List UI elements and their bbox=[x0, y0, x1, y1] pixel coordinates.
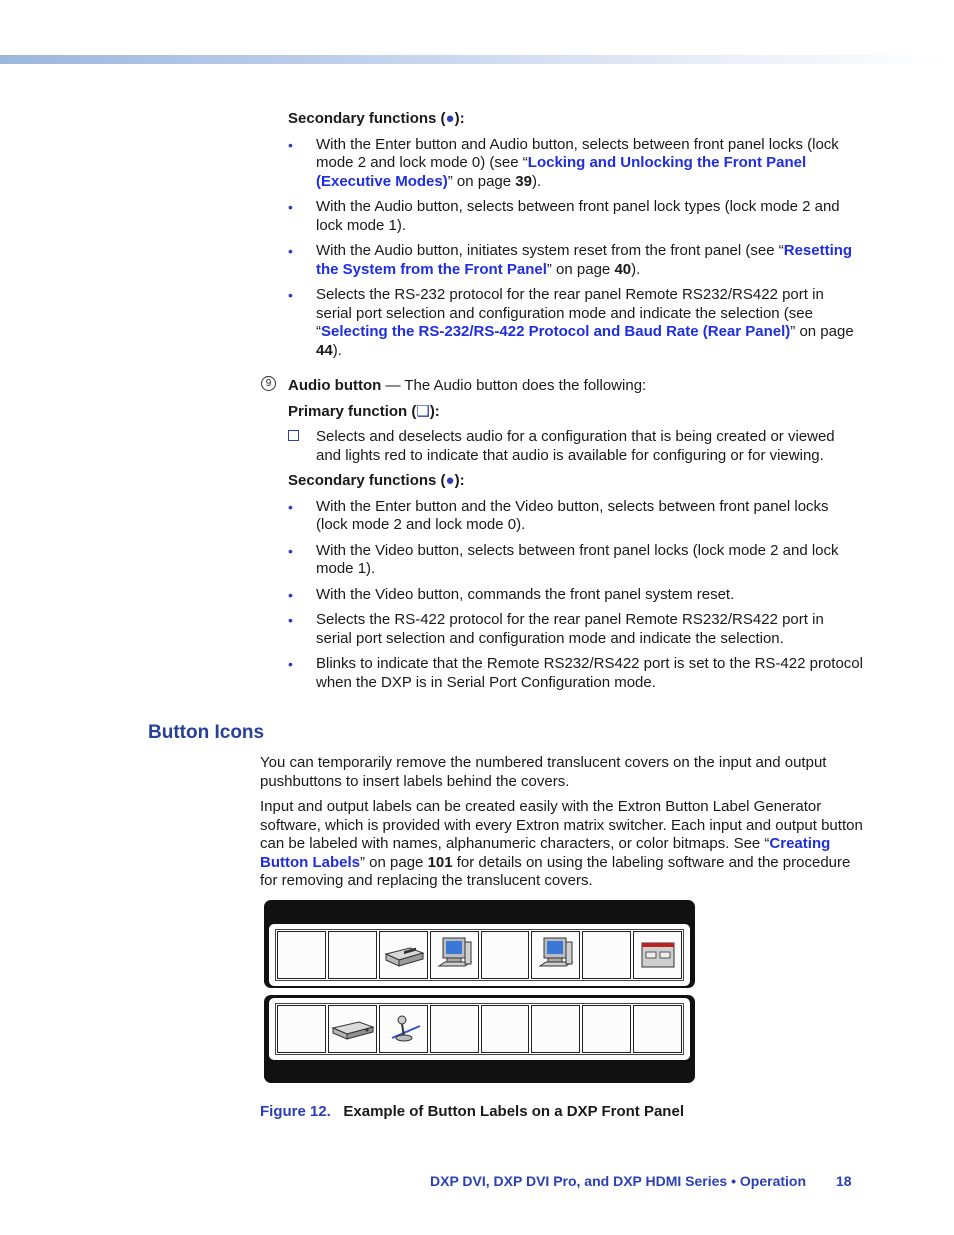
output-button-3[interactable] bbox=[379, 1005, 428, 1053]
list-item: • Selects the RS-232 protocol for the rear panel Remote RS232/RS422 port in serial port selection and configuration mode and indicate the selection (see “Selecting the RS-232/RS-422 Protocol and Baud Rate (Rear Panel)” on page 44). bbox=[288, 286, 854, 359]
figure-caption: Figure 12. Example of Button Labels on a DXP Front Panel bbox=[260, 1103, 684, 1120]
checkbox-bullet-icon bbox=[288, 430, 299, 441]
list-item: • With the Video button, selects between front panel locks (lock mode 2 and lock mode 1). bbox=[288, 541, 839, 577]
input-button-3[interactable] bbox=[379, 931, 428, 979]
primary-function-header: Primary function (❑): bbox=[288, 402, 440, 420]
input-button-5[interactable] bbox=[481, 931, 530, 979]
computer-icon bbox=[431, 932, 479, 978]
bullet-icon: • bbox=[288, 199, 293, 215]
input-button-4[interactable] bbox=[430, 931, 479, 979]
bullet-icon: • bbox=[288, 542, 293, 559]
input-button-2[interactable] bbox=[328, 931, 377, 979]
list-item: • With the Audio button, initiates system reset from the front panel (see “Resetting the System from the Front Panel” on page 40). bbox=[288, 242, 853, 278]
input-button-1[interactable] bbox=[277, 931, 326, 979]
output-panel-face bbox=[269, 998, 690, 1060]
list-item: • With the Enter button and Audio button, selects between front panel locks (lock mode 2 and lock mode 0) (see “Locking and Unlocking the Front Panel (Executive Modes)” on page 39). bbox=[288, 135, 839, 190]
page-number: 18 bbox=[836, 1173, 852, 1189]
output-button-5[interactable] bbox=[481, 1005, 530, 1053]
output-button-row bbox=[275, 1003, 684, 1055]
input-button-7[interactable] bbox=[582, 931, 631, 979]
list-item: Selects and deselects audio for a configuration that is being created or viewed and lights red to indicate that audio is available for configuring or for viewing. bbox=[288, 428, 863, 465]
link-locking-front-panel[interactable]: Locking and Unlocking the Front Panel (Executive Modes) bbox=[316, 154, 807, 190]
extron-device-icon bbox=[634, 932, 682, 978]
page-footer bbox=[430, 1172, 852, 1191]
paragraph: Input and output labels can be created easily with the Extron Button Label Generator software, which is provided with every Extron matrix switcher. Each input and output button can be labeled with names, alphanumeric characters, or color bitmaps. See “Creating Button Labels” on page 101 for details on using the labeling software and the procedure for removing and replacing the translucent covers. bbox=[260, 798, 863, 889]
secondary-functions-header: Secondary functions (●): bbox=[288, 110, 465, 127]
microphone-icon bbox=[380, 1006, 428, 1052]
dvd-player-icon bbox=[329, 1006, 377, 1052]
list-item: • With the Audio button, selects between front panel lock types (lock mode 2 and lock mode 1). bbox=[288, 198, 840, 234]
link-creating-button-labels[interactable]: Creating Button Labels bbox=[260, 835, 831, 871]
input-button-6[interactable] bbox=[531, 931, 580, 979]
output-panel bbox=[264, 995, 695, 1083]
output-button-7[interactable] bbox=[582, 1005, 631, 1053]
list-item: • With the Enter button and the Video button, selects between front panel locks (lock mode 2 and lock mode 0). bbox=[288, 497, 829, 533]
bullet-icon: • bbox=[288, 586, 293, 603]
bullet-icon: • bbox=[288, 136, 293, 153]
input-button-8[interactable] bbox=[633, 931, 682, 979]
front-panel-figure bbox=[264, 900, 695, 1084]
output-button-2[interactable] bbox=[328, 1005, 377, 1053]
list-item: • Blinks to indicate that the Remote RS232/RS422 port is set to the RS-422 protocol when the DXP is in Serial Port Configuration mode. bbox=[288, 655, 863, 691]
link-selecting-rs232-protocol[interactable]: Selecting the RS-232/RS-422 Protocol and Baud Rate (Rear Panel) bbox=[321, 323, 791, 340]
list-item: • Selects the RS-422 protocol for the rear panel Remote RS232/RS422 port in serial port selection and configuration mode and indicate the selection. bbox=[288, 611, 824, 647]
link-resetting-system[interactable]: Resetting the System from the Front Panel bbox=[316, 242, 853, 278]
output-button-6[interactable] bbox=[531, 1005, 580, 1053]
secondary-functions-1 bbox=[288, 110, 863, 360]
computer-icon bbox=[532, 932, 580, 978]
bullet-icon: • bbox=[288, 287, 293, 303]
paragraph: You can temporarily remove the numbered translucent covers on the input and output pushbuttons to insert labels behind the covers. bbox=[260, 754, 827, 790]
input-panel-face bbox=[269, 924, 690, 986]
bullet-icon: • bbox=[288, 498, 293, 515]
section-title: Button Icons bbox=[148, 722, 265, 743]
secondary-functions-header: Secondary functions (●): bbox=[288, 472, 465, 489]
output-button-8[interactable] bbox=[633, 1005, 682, 1053]
audio-button-title: Audio button — The Audio button does the following: bbox=[288, 377, 647, 394]
bullet-icon: • bbox=[288, 612, 293, 628]
output-button-1[interactable] bbox=[277, 1005, 326, 1053]
input-button-row bbox=[275, 929, 684, 981]
list-item: • With the Video button, commands the front panel system reset. bbox=[288, 585, 735, 603]
footer-title: DXP DVI, DXP DVI Pro, and DXP HDMI Series • Operation bbox=[430, 1173, 807, 1189]
bullet-icon: • bbox=[288, 243, 293, 259]
header-gradient-bar bbox=[0, 55, 954, 64]
audio-button-section bbox=[288, 377, 863, 692]
vcr-icon bbox=[380, 932, 428, 978]
output-button-4[interactable] bbox=[430, 1005, 479, 1053]
bullet-icon: • bbox=[288, 656, 293, 672]
input-panel bbox=[264, 900, 695, 988]
callout-number-9: 9 bbox=[261, 376, 276, 391]
